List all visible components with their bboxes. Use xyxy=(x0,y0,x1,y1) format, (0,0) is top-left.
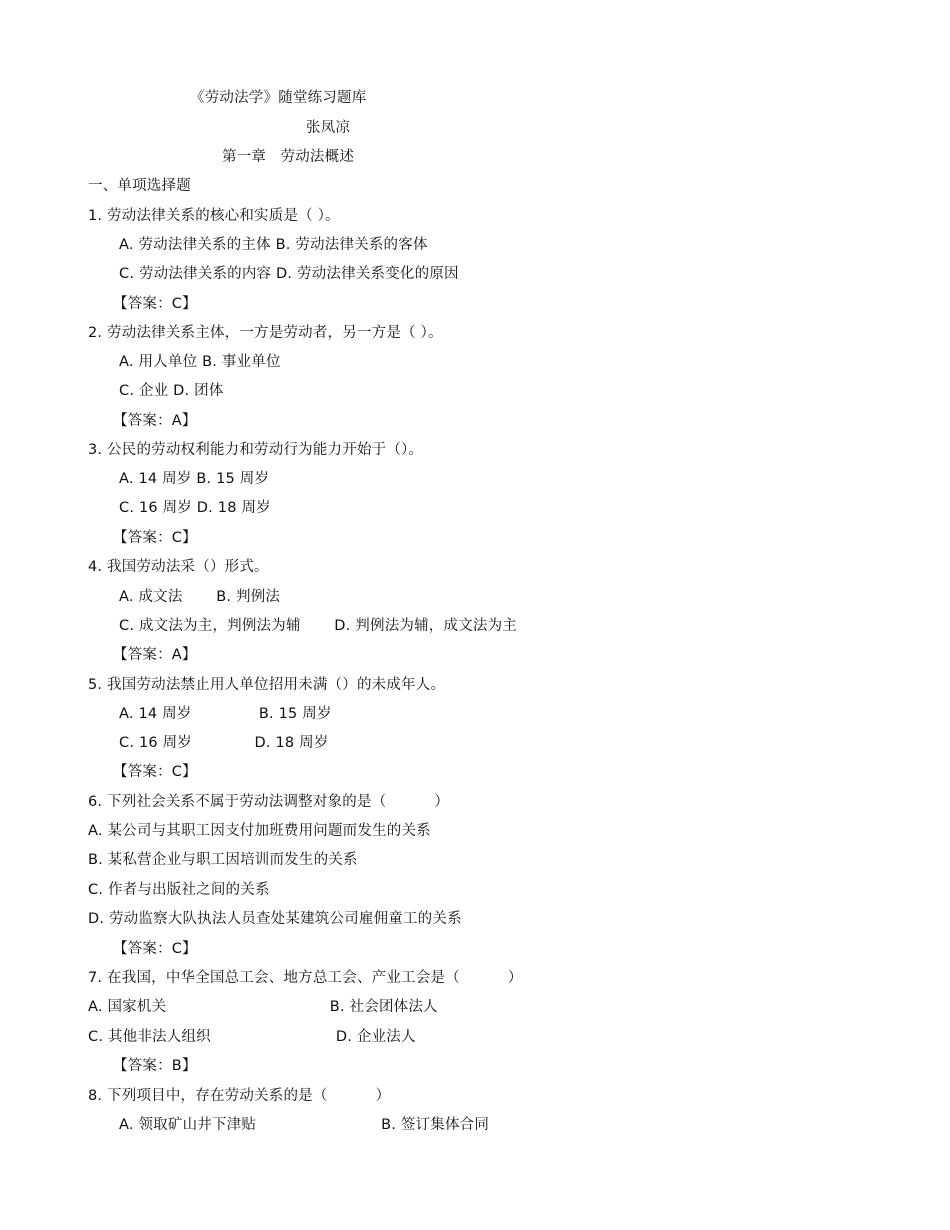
question-6-option: B. 某私营企业与职工因培训而发生的关系 xyxy=(88,852,358,868)
question-1-option-row: C. 劳动法律关系的内容 D. 劳动法律关系变化的原因 xyxy=(119,266,459,282)
question-6-option: C. 作者与出版社之间的关系 xyxy=(88,882,270,898)
question-5-answer: 【答案：C】 xyxy=(113,764,197,780)
question-4-answer: 【答案：A】 xyxy=(113,647,197,663)
question-2-option-row: C. 企业 D. 团体 xyxy=(119,383,224,399)
chapter-heading: 第一章 劳动法概述 xyxy=(222,149,355,165)
question-3-option-row: C. 16 周岁 D. 18 周岁 xyxy=(119,500,271,516)
document-author: 张凤凉 xyxy=(306,120,351,136)
question-1-stem: 1. 劳动法律关系的核心和实质是（ ）。 xyxy=(88,208,340,224)
question-7-stem: 7. 在我国，中华全国总工会、地方总工会、产业工会是（ ） xyxy=(88,970,523,986)
question-7-option-row: C. 其他非法人组织 D. 企业法人 xyxy=(88,1029,416,1045)
question-5-option-row: A. 14 周岁 B. 15 周岁 xyxy=(119,706,332,722)
question-2-option-row: A. 用人单位 B. 事业单位 xyxy=(119,354,281,370)
question-2-stem: 2. 劳动法律关系主体，一方是劳动者，另一方是（ ）。 xyxy=(88,325,443,341)
question-4-option-row: C. 成文法为主，判例法为辅 D. 判例法为辅，成文法为主 xyxy=(119,618,517,634)
question-7-answer: 【答案：B】 xyxy=(113,1058,197,1074)
document-title: 《劳动法学》随堂练习题库 xyxy=(190,90,367,106)
question-3-answer: 【答案：C】 xyxy=(113,530,197,546)
question-2-answer: 【答案：A】 xyxy=(113,413,197,429)
question-4-option-row: A. 成文法 B. 判例法 xyxy=(119,589,281,605)
question-8-stem: 8. 下列项目中，存在劳动关系的是（ ） xyxy=(88,1088,391,1104)
question-8-option-row: A. 领取矿山井下津贴 B. 签订集体合同 xyxy=(119,1117,490,1133)
question-5-option-row: C. 16 周岁 D. 18 周岁 xyxy=(119,735,329,751)
question-4-stem: 4. 我国劳动法采（）形式。 xyxy=(88,559,269,575)
question-5-stem: 5. 我国劳动法禁止用人单位招用未满（）的未成年人。 xyxy=(88,677,446,693)
question-3-option-row: A. 14 周岁 B. 15 周岁 xyxy=(119,471,270,487)
question-7-option-row: A. 国家机关 B. 社会团体法人 xyxy=(88,999,438,1015)
question-1-option-row: A. 劳动法律关系的主体 B. 劳动法律关系的客体 xyxy=(119,237,428,253)
question-6-stem: 6. 下列社会关系不属于劳动法调整对象的是（ ） xyxy=(88,794,450,810)
section-heading: 一、单项选择题 xyxy=(88,178,191,194)
question-3-stem: 3. 公民的劳动权利能力和劳动行为能力开始于（）。 xyxy=(88,442,424,458)
question-6-answer: 【答案：C】 xyxy=(113,941,197,957)
question-1-answer: 【答案：C】 xyxy=(113,296,197,312)
question-6-option: D. 劳动监察大队执法人员查处某建筑公司雇佣童工的关系 xyxy=(88,911,462,927)
question-6-option: A. 某公司与其职工因支付加班费用问题而发生的关系 xyxy=(88,823,431,839)
